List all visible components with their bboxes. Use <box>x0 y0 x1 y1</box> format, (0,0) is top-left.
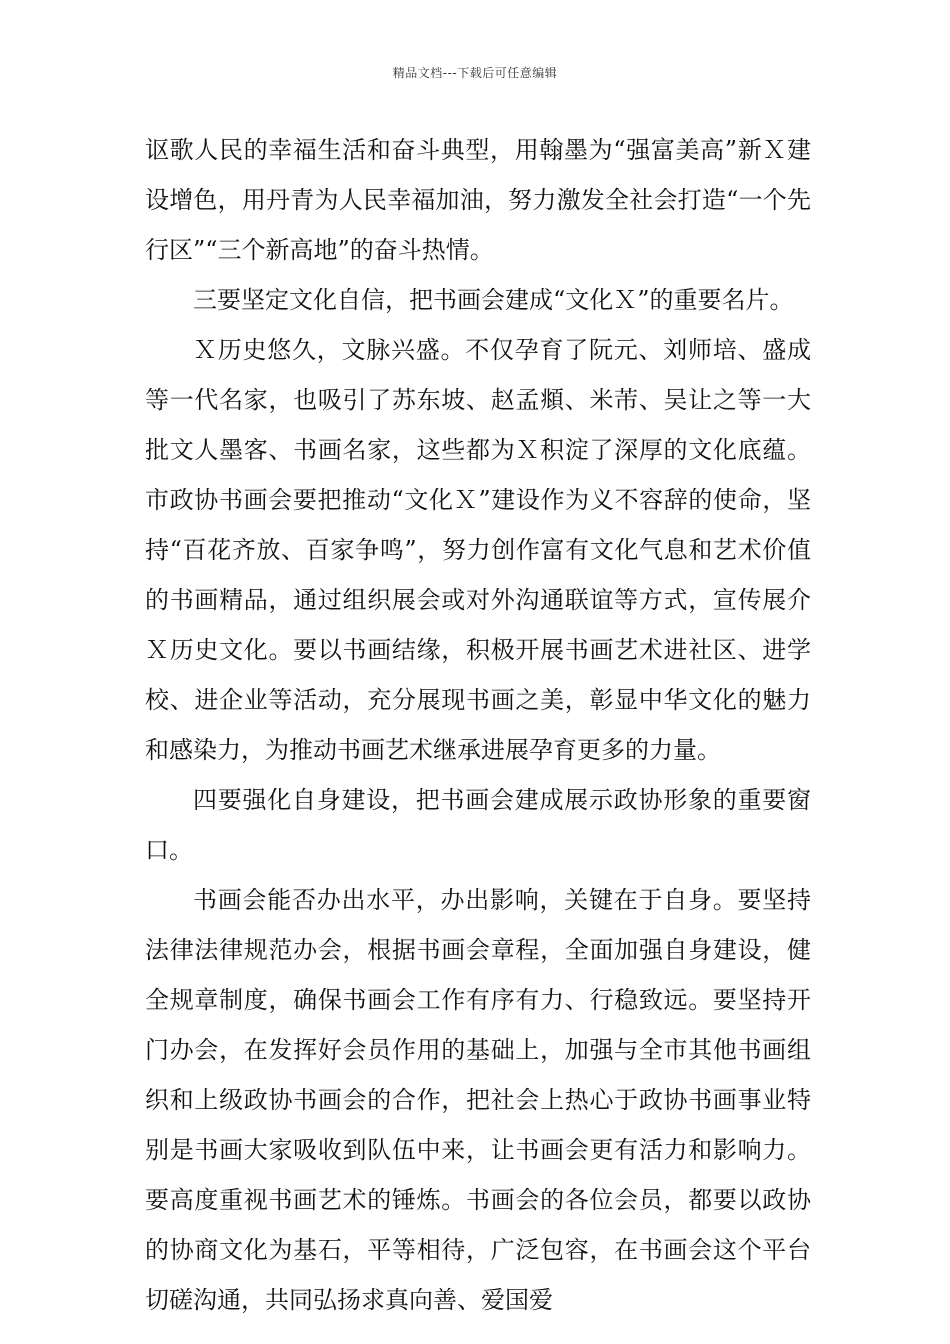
document-body <box>145 125 811 1325</box>
paragraph-continuation: 讴歌人民的幸福生活和奋斗典型，用翰墨为“强富美高”新Ｘ建设增色，用丹青为人民幸福加油，努力激发全社会打造“一个先行区”“三个新高地”的奋斗热情。 <box>145 136 811 264</box>
paragraph-self-building: 书画会能否办出水平，办出影响，关键在于自身。要坚持法律法律规范办会，根据书画会章程，全面加强自身建设，健全规章制度，确保书画会工作有序有力、行稳致远。要坚持开门办会，在发挥好会员作用的基础上，加强与全市其他书画组织和上级政协书画会的合作，把社会上热心于政协书画事业特别是书画大家吸收到队伍中来，让书画会更有活力和影响力。要高度重视书画艺术的锤炼。书画会的各位会员，都要以政协的协商文化为基石，平等相待，广泛包容，在书画会这个平台切磋沟通，共同弘扬求真向善、爱国爱 <box>145 886 811 1314</box>
paragraph-culture: Ｘ历史悠久，文脉兴盛。不仅孕育了阮元、刘师培、盛成等一代名家，也吸引了苏东坡、赵孟頫、米芾、吴让之等一大批文人墨客、书画名家，这些都为Ｘ积淀了深厚的文化底蕴。市政协书画会要把推动“文化Ｘ”建设作为义不容辞的使命，坚持“百花齐放、百家争鸣”，努力创作富有文化气息和艺术价值的书画精品，通过组织展会或对外沟通联谊等方式，宣传展介Ｘ历史文化。要以书画结缘，积极开展书画艺术进社区、进学校、进企业等活动，充分展现书画之美，彰显中华文化的魅力和感染力，为推动书画艺术继承进展孕育更多的力量。 <box>145 336 811 764</box>
page-header: 精品文档---下载后可任意编辑 <box>392 66 558 80</box>
paragraph-heading-four: 四要强化自身建设，把书画会建成展示政协形象的重要窗口。 <box>145 786 811 864</box>
paragraph-heading-three: 三要坚定文化自信，把书画会建成“文化Ｘ”的重要名片。 <box>193 286 794 314</box>
